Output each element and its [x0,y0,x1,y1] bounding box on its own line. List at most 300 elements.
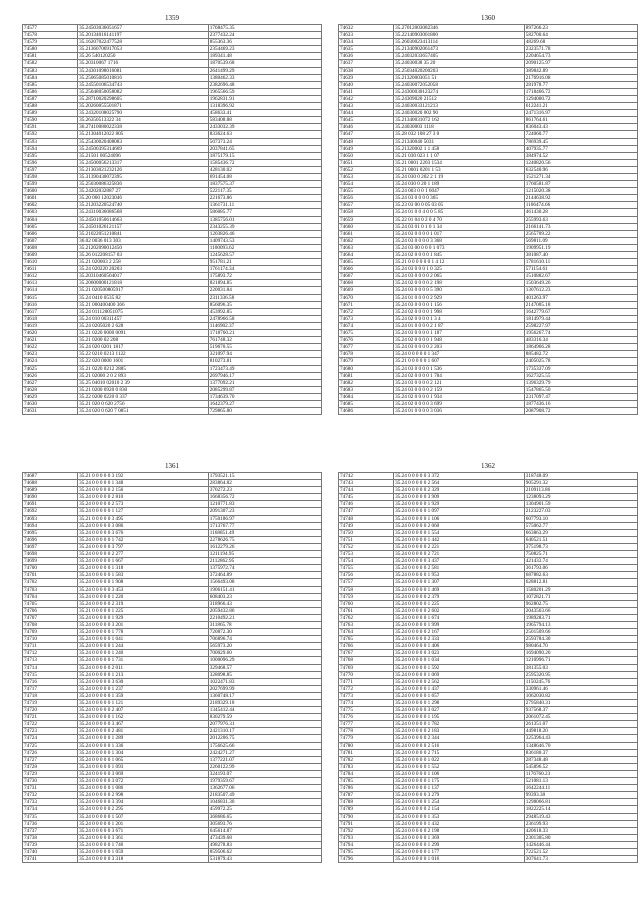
table-row [339,273,638,280]
row-id-cell: 74674 [339,322,394,329]
table-row [339,74,638,81]
row-id-cell: 74720 [23,707,78,714]
row-id-cell: 74636 [339,53,394,60]
coordinate-cell: 35.21303021232126 [78,166,209,173]
table-row [339,558,638,565]
table-row [339,685,638,692]
table-row [23,181,322,188]
table-row [339,46,638,53]
value-cell: 1062030.82 [524,692,637,699]
value-cell: 608403.23 [208,593,321,600]
row-id-cell: 74608 [23,244,78,251]
coordinate-cell: 35.24 02 0 0 0 0 1 948 [394,337,525,344]
row-id-cell: 74641 [339,88,394,95]
table-row [23,39,322,46]
value-cell: 1877436.16 [524,400,637,407]
row-id-cell: 74712 [23,650,78,657]
value-cell: 384974.52 [524,152,637,159]
value-cell: 1072821.71 [524,593,637,600]
table-row [339,735,638,742]
coordinate-cell: 35.24310036086568 [78,209,209,216]
table-row [23,393,322,400]
value-cell: 545896.52 [524,763,637,770]
value-cell: 628812.81 [524,579,637,586]
row-id-cell: 74625 [23,365,78,372]
row-id-cell: 74746 [339,501,394,508]
table-row [23,188,322,195]
coordinate-cell: 35.24 0 0 0 0 0 1 406 [394,643,525,650]
value-cell: 1168851.49 [208,529,321,536]
row-id-cell: 74793 [339,834,394,841]
coordinate-cell: 35.24 0 0 0 0 0 1 069 [394,671,525,678]
value-cell: 2354469.23 [208,46,321,53]
coordinate-cell: 35.24 03 0 0 0 0 1 017 [394,230,525,237]
value-cell: 1240820.56 [524,159,637,166]
value-cell: 962802.75 [524,600,637,607]
row-id-cell: 74713 [23,657,78,664]
row-id-cell: 74763 [339,621,394,628]
coordinate-cell: 35.24 03 0 0 0 0 2 203 [394,344,525,351]
value-cell: 407935.77 [524,145,637,152]
row-id-cell: 74747 [339,508,394,515]
table-row [339,692,638,699]
table-row [339,792,638,799]
table-row [339,173,638,180]
coordinate-cell: 35.21 000400400 366 [78,301,209,308]
table-row [23,74,322,81]
table-row [339,621,638,628]
coordinate-cell: 35.21 0220 0212 2885 [78,365,209,372]
value-cell: 1203826.46 [208,230,321,237]
table-row [339,244,638,251]
coordinate-cell: 35.24 0 0 0 0 0 2 721 [394,551,525,558]
table-row [23,657,322,664]
table-row [339,820,638,827]
row-id-cell: 74631 [23,408,78,415]
table-row [339,579,638,586]
row-id-cell: 74679 [339,358,394,365]
value-cell: 48269.68 [524,39,637,46]
value-cell: 2112862.95 [208,558,321,565]
coordinate-cell: 35.21 030 023 1 1 07 [394,152,525,159]
value-cell: 461430.28 [524,209,637,216]
table-row [23,721,322,728]
value-cell: 1210996.71 [524,657,637,664]
table-row [339,636,638,643]
row-id-cell: 74692 [23,508,78,515]
table-row [23,799,322,806]
row-id-cell: 74730 [23,778,78,785]
coordinate-cell: 35.24 0 0 0 0 0 1 432 [394,820,525,827]
coordinate-cell: 36.02 0036 013 303 [78,237,209,244]
row-id-cell: 74739 [23,841,78,848]
coordinate-cell: 35.24030020 002 90 [394,110,525,117]
table-row [339,88,638,95]
coordinate-cell: 35.24 0 0 0 0 0 3 671 [78,827,209,834]
table-row [339,480,638,487]
coordinate-cell: 35.24 0 0 0 0 0 2 221 [394,543,525,550]
value-cell: 859506.62 [208,848,321,855]
value-cell: 569811.09 [524,237,637,244]
value-cell: 1503649.26 [524,280,637,287]
coordinate-cell: 35.24 0 0 0 0 0 1 657 [394,692,525,699]
row-id-cell: 74740 [23,848,78,855]
value-cell: 2405025.78 [524,358,637,365]
row-id-cell: 74680 [339,365,394,372]
coordinate-cell: 35.24 0 0 0 0 0 2 810 [78,494,209,501]
row-id-cell: 74705 [23,600,78,607]
value-cell: 700029.60 [208,650,321,657]
value-cell: 761748.32 [208,337,321,344]
table-row [23,53,322,60]
value-cell: 905291.32 [524,480,637,487]
table-row [339,529,638,536]
row-id-cell: 74714 [23,664,78,671]
value-cell: 2090125.97 [524,60,637,67]
coordinate-cell: 35.24030038 35 20 [394,60,525,67]
coordinate-cell: 35.24 0 0 0 0 0 1 554 [394,529,525,536]
row-id-cell: 74652 [339,166,394,173]
row-id-cell: 74642 [339,95,394,102]
row-id-cell: 74586 [23,88,78,95]
value-cell: 2012206.75 [208,735,321,742]
value-cell: 1362677.06 [208,785,321,792]
row-id-cell: 74781 [339,749,394,756]
row-id-cell: 74656 [339,195,394,202]
table-row [339,315,638,322]
table-row [23,230,322,237]
table-row [23,330,322,337]
table-row [339,53,638,60]
table-row [339,643,638,650]
row-id-cell: 74775 [339,707,394,714]
table-row [23,202,322,209]
row-id-cell: 74595 [23,152,78,159]
coordinate-cell: 35.26350513322 34 [78,117,209,124]
coordinate-cell: 35.21340031072 162 [394,117,525,124]
coordinate-cell: 35.24 0 0 0 0 0 3 279 [394,792,525,799]
value-cell: 1768475.35 [208,25,321,32]
row-id-cell: 74796 [339,856,394,863]
value-cell: 372464.89 [208,572,321,579]
value-cell: 691454.08 [208,173,321,180]
value-cell: 2061072.45 [524,714,637,721]
row-id-cell: 74764 [339,629,394,636]
row-id-cell: 74676 [339,337,394,344]
coordinate-cell: 35.21360706917053 [78,46,209,53]
table-row [339,707,638,714]
row-id-cell: 74715 [23,671,78,678]
value-cell: 305693.76 [208,820,321,827]
page-1359 [22,14,322,415]
coordinate-cell: 35.24 0 0 0 0 0 2 564 [394,480,525,487]
value-cell: 1962831.91 [208,95,321,102]
row-id-cell: 74611 [23,266,78,273]
coordinate-cell: 35.24 0 0 0 0 0 1 220 [78,593,209,600]
coordinate-cell: 35.24 0 0 0 0 0 1 127 [78,508,209,515]
coordinate-cell: 35.21304012022 805 [78,131,209,138]
table-row [339,287,638,294]
row-id-cell: 74681 [339,372,394,379]
row-id-cell: 74597 [23,166,78,173]
table-row [339,848,638,855]
value-cell: 401263.97 [524,294,637,301]
coordinate-cell: 35.24300030123274 [394,88,525,95]
coordinate-cell: 35.21202090012450 [78,244,209,251]
value-cell: 1521271.34 [524,173,637,180]
table-row [339,856,638,863]
value-cell: 1837575.37 [208,181,321,188]
value-cell: 1318396.92 [208,103,321,110]
row-id-cell: 74581 [23,53,78,60]
row-id-cell: 74635 [339,46,394,53]
table-row [339,379,638,386]
row-id-cell: 74661 [339,230,394,237]
row-id-cell: 74653 [339,173,394,180]
coordinate-cell: 35.22140903001800 [394,32,525,39]
row-id-cell: 74632 [339,25,394,32]
value-cell: 381355.03 [524,664,637,671]
table-row [23,529,322,536]
row-id-cell: 74687 [23,473,78,480]
row-id-cell: 74650 [339,152,394,159]
table-row [23,252,322,259]
page-1361 [22,462,322,863]
value-cell: 1580201.29 [524,586,637,593]
row-id-cell: 74732 [23,792,78,799]
coordinate-cell: 35.24 0 0 0 0 0 2 481 [78,728,209,735]
row-id-cell: 74689 [23,487,78,494]
row-id-cell: 74777 [339,721,394,728]
coordinate-cell: 35.21 020 0 620 2756 [78,400,209,407]
value-cell: 1348646.70 [524,742,637,749]
coordinate-cell: 35.24 0 0 0 0 0 3 437 [394,558,525,565]
row-id-cell: 74645 [339,117,394,124]
value-cell: 2147005.18 [524,301,637,308]
table-row [23,308,322,315]
row-id-cell: 74690 [23,494,78,501]
table-row [339,763,638,770]
row-id-cell: 74767 [339,650,394,657]
coordinate-cell: 35.24 0 0 0 0 0 1 254 [394,799,525,806]
row-id-cell: 74671 [339,301,394,308]
coordinate-cell: 35.24 0 0 0 0 0 2 277 [78,551,209,558]
coordinate-cell: 35.24 0 0 0 0 0 3 394 [78,799,209,806]
coordinate-cell: 35.21340040 5031 [394,138,525,145]
row-id-cell: 74750 [339,529,394,536]
value-cell: 980464.70 [524,643,637,650]
table-row [23,536,322,543]
coordinate-cell: 35.24 03 0 0 0 1 0 325 [394,266,525,273]
coordinate-cell: 35.21 0 0 0 0 0 3 192 [78,473,209,480]
coordinate-cell: 35.24 0 0 0 0 0 2 198 [394,827,525,834]
table-row [23,337,322,344]
coordinate-cell: 35.24 03 01 0 1 0 1 34 [394,223,525,230]
row-id-cell: 74698 [23,551,78,558]
coordinate-cell: 35.24 03 0 0 0 0 1 156 [394,301,525,308]
value-cell: 1642244.11 [524,785,637,792]
row-id-cell: 74605 [23,223,78,230]
coordinate-cell: 35.24 0 0 0 0 0 3 372 [394,473,525,480]
coordinate-cell: 35.24500395314669 [78,145,209,152]
coordinate-cell: 35.24 01 0 0 0 0 3 036 [394,408,525,415]
coordinate-cell: 35.26 012208157 03 [78,252,209,259]
value-cell: 2166141.73 [524,223,637,230]
table-row [23,700,322,707]
table-row [339,827,638,834]
coordinate-cell: 35.24 0 0 0 0 0 1 782 [394,721,525,728]
table-row [23,32,322,39]
table-row [339,95,638,102]
coordinate-cell: 35.24 02 0 0 0 0 1 998 [394,308,525,315]
coordinate-cell: 35.24 0 0 0 0 0 1 348 [78,480,209,487]
row-id-cell: 74773 [339,692,394,699]
value-cell: 1694090.20 [524,650,637,657]
row-id-cell: 74678 [339,351,394,358]
row-id-cell: 74719 [23,700,78,707]
value-cell: 1510882.67 [524,273,637,280]
table-row [23,351,322,358]
coordinate-cell: 35.24 0 0 0 0 0 1 336 [78,742,209,749]
table-row [23,778,322,785]
value-cell: 2043563.66 [524,607,637,614]
table-row [23,579,322,586]
coordinate-cell: 35.25430020408083 [78,138,209,145]
table-row [23,671,322,678]
value-cell: 1713767.77 [208,522,321,529]
value-cell: 724060.77 [524,131,637,138]
row-id-cell: 74685 [339,400,394,407]
row-id-cell: 74668 [339,280,394,287]
table-row [339,614,638,621]
value-cell: 1979359.67 [208,778,321,785]
value-cell: 428130.02 [208,166,321,173]
table-row [23,152,322,159]
table-row [23,266,322,273]
table-row [23,280,322,287]
value-cell: 458633.41 [208,110,321,117]
table-row [339,181,638,188]
coordinate-cell: 35.21 0001 2203 1534 [394,159,525,166]
value-cell: 2210492.21 [208,614,321,621]
coordinate-cell: 35.24 0 0 0 0 0 3 069 [78,770,209,777]
value-cell: 1106474.66 [524,202,637,209]
table-row [23,607,322,614]
row-id-cell: 74737 [23,827,78,834]
row-id-cell: 74582 [23,60,78,67]
row-id-cell: 74619 [23,322,78,329]
coordinate-cell: 35.24 03 00 0 0 0 1 073 [394,244,525,251]
value-cell: 2176916.08 [524,74,637,81]
value-cell: 640521.51 [524,536,637,543]
value-cell: 375198.73 [524,543,637,550]
coordinate-cell: 35.24550106534743 [78,81,209,88]
value-cell: 1864966.28 [524,344,637,351]
row-id-cell: 74734 [23,806,78,813]
table-row [23,735,322,742]
row-id-cell: 74693 [23,515,78,522]
table-row [23,692,322,699]
value-cell: 519670.55 [208,344,321,351]
data-table [338,472,638,863]
row-id-cell: 74622 [23,344,78,351]
coordinate-cell: 35.24 03 0 0 0 0 2 121 [394,379,525,386]
coordinate-cell: 35.27012003082346 [394,25,525,32]
row-id-cell: 74790 [339,813,394,820]
row-id-cell: 74743 [339,480,394,487]
row-id-cell: 74703 [23,586,78,593]
row-id-cell: 74580 [23,46,78,53]
coordinate-cell: 35.24 01 0 0 0 0 2 929 [394,294,525,301]
coordinate-cell: 35.26 540120250 [78,53,209,60]
row-id-cell: 74600 [23,188,78,195]
table-row [23,81,322,88]
value-cell: 1734639.70 [208,393,321,400]
row-id-cell: 74684 [339,393,394,400]
row-id-cell: 74620 [23,330,78,337]
table-row [339,166,638,173]
coordinate-cell: 35.24 0 0 0 0 0 1 137 [394,785,525,792]
coordinate-cell: 35.24 0 0 0 0 0 1 347 [394,351,525,358]
row-id-cell: 74749 [339,522,394,529]
coordinate-cell: 35.24 0 0 0 0 0 1 086 [78,785,209,792]
row-id-cell: 74672 [339,308,394,315]
value-cell: 283864.82 [208,480,321,487]
table-row [339,159,638,166]
table-row [339,322,638,329]
row-id-cell: 74729 [23,770,78,777]
table-row [23,487,322,494]
row-id-cell: 74604 [23,216,78,223]
value-cell: 1360748.17 [208,692,321,699]
table-row [23,60,322,67]
value-cell: 2311336.58 [208,294,321,301]
table-row [23,614,322,621]
coordinate-cell: 35.24 0 0 0 0 0 3 086 [78,522,209,529]
coordinate-cell: 35.21 0200 02 208 [78,337,209,344]
value-cell: 1965566.59 [208,88,321,95]
value-cell: 2593784.30 [524,636,637,643]
table-row [339,536,638,543]
row-id-cell: 74593 [23,138,78,145]
table-row [339,522,638,529]
value-cell: 2087908.72 [524,408,637,415]
table-row [339,308,638,315]
coordinate-cell: 35.24 0205020 2 628 [78,322,209,329]
value-cell: 420618.33 [524,827,637,834]
row-id-cell: 74769 [339,664,394,671]
coordinate-cell: 35.24 03 0 0 0 0 365 [394,195,525,202]
coordinate-cell: 35.21 0001 0201 1 53 [394,166,525,173]
row-id-cell: 74666 [339,266,394,273]
table-row [339,721,638,728]
row-id-cell: 74702 [23,579,78,586]
table-row [339,337,638,344]
table-row [339,494,638,501]
row-id-cell: 74659 [339,216,394,223]
row-id-cell: 74791 [339,820,394,827]
row-id-cell: 74588 [23,103,78,110]
table-row [23,287,322,294]
row-id-cell: 74603 [23,209,78,216]
row-id-cell: 74606 [23,230,78,237]
table-row [23,565,322,572]
row-id-cell: 74792 [339,827,394,834]
value-cell: 175893.72 [208,273,321,280]
coordinate-cell: 35.20310460504017 [78,273,209,280]
row-id-cell: 74590 [23,117,78,124]
table-row [339,678,638,685]
